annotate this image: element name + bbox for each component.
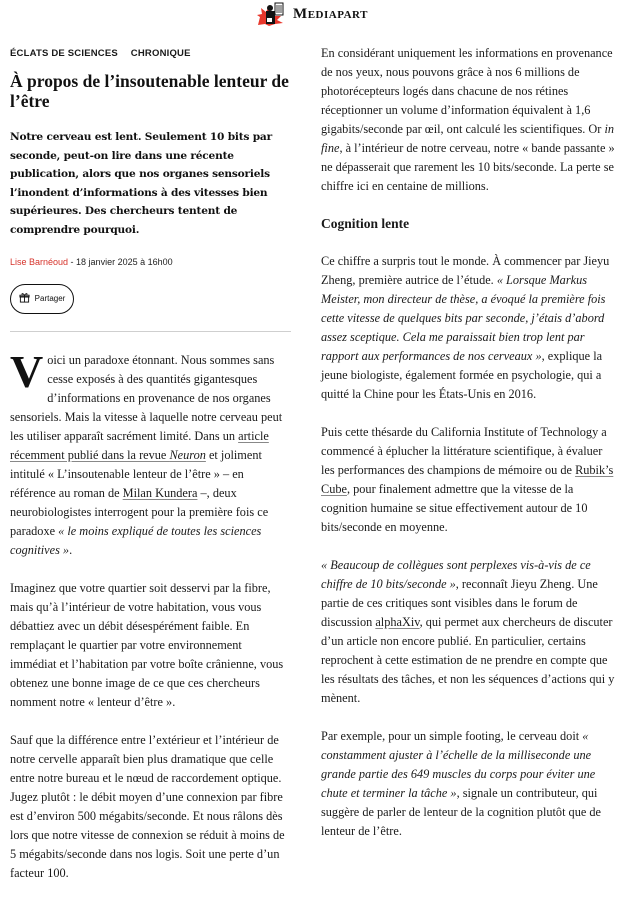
paragraph: Imaginez que votre quartier soit desservi par la fibre, mais qu’à l’intérieur de votre habitation, vous vous débattiez avec un débit désespérément faible. En remplaçant le quartier par votre environnement immédiat et l’habitation par votre boîte crânienne, vous obtenez une bonne image de ce que ces chercheurs nomment notre « lenteur d’être ». — [10, 580, 284, 709]
article-kicker — [10, 48, 290, 59]
mediapart-logo[interactable] — [257, 2, 368, 26]
publish-date: - 18 janvier 2025 à 16h00 — [68, 256, 173, 267]
drop-cap: V — [10, 345, 44, 397]
author-link[interactable]: Lise Barnéoud — [10, 256, 69, 267]
share-button[interactable] — [10, 284, 74, 314]
paragraph: En considérant uniquement les informations en provenance de nos yeux, nous pouvons grâce à nos 6 millions de photorécepteurs logés dans chacune de nos rétines réceptionner un volume d’information équivalent à 1,6 gigabits/seconde par œil, ont calculé les scientifiques. Or in fine, à l’intérieur de notre cerveau, notre « bande passante » ne dépasserait que rarement les 10 bits/seconde. La perte se chiffre ici en centaine de millions. — [321, 46, 615, 193]
mediapart-logo-icon — [257, 2, 287, 26]
byline — [10, 257, 290, 267]
share-label: Partager — [34, 294, 66, 304]
rubiks-cube-link[interactable]: Rubik’s Cube — [321, 463, 614, 496]
kicker-type[interactable]: CHRONIQUE — [130, 48, 191, 59]
paragraph: « Beaucoup de collègues sont perplexes vis-à-vis de ce chiffre de 10 bits/seconde », reconnaît Jieyu Zheng. Une partie de ces critiques sont visibles dans le forum de discussion alphaXiv, qui permet aux chercheurs de discuter d’un article non encore publié. En particulier, certains reprochent à cette estimation de ne prendre en compte que les résultats des tâches, et non les séquences d’actions qui y mènent. — [321, 558, 615, 705]
article-lede: Notre cerveau est lent. Seulement 10 bits par seconde, peut-on lire dans une récente publication, alors que nos organes sensoriels l’inondent d’informations à des vitesses bien supérieures. Des chercheurs tentent de comprendre pourquoi. — [10, 131, 272, 236]
paragraph: Puis cette thésarde du California Institute of Technology a commencé à éplucher la littérature scientifique, à évaluer les performances des champions de mémoire ou de Rubik’s Cube, pour finalement admettre que la vitesse de la cognition humaine se situe effectivement autour de 10 bits/seconde en moyenne. — [321, 425, 614, 534]
milan-kundera-link[interactable]: Milan Kundera — [122, 485, 198, 500]
left-column — [10, 40, 290, 902]
paragraph: Ce chiffre a surpris tout le monde. À commencer par Jieyu Zheng, première autrice de l’étude. « Lorsque Markus Meister, mon directeur de thèse, a évoqué la première fois cette vitesse de quelques bits par seconde, j’étais d’abord assez sceptique. Cela me paraissait bien trop lent par rapport aux performances de nos cerveaux », explique la jeune biologiste, également formée en psychologie, qui a quitté la Chine pour les États-Unis en 2016. — [321, 254, 610, 401]
section-divider — [10, 331, 291, 332]
article-title: À propos de l’insoutenable lenteur de l’être — [10, 71, 289, 111]
paragraph: Par exemple, pour un simple footing, le cerveau doit « constamment ajuster à l’échelle de la milliseconde une grande partie des 649 muscles du corps pour éviter une chute et terminer la tâche », signale un contributeur, qui suggère de parler de lenteur de la cognition plutôt que de lenteur de l’être. — [321, 729, 601, 838]
share-gift-icon — [19, 292, 30, 305]
alphaxiv-link[interactable]: alphaXiv — [375, 615, 420, 629]
paragraph: Sauf que la différence entre l’extérieur et l’intérieur de notre cervelle apparaît bien plus dramatique que celle entre notre bureau et le nœud de raccordement optique. Jugez plutôt : le débit moyen d’une connexion par fibre est d’environ 500 mégabits/seconde. Et nous râlons dès lors que notre vitesse de connexion se réduit à moins de 5 mégabits/seconde dans nos logis. Soit une perte d’un facteur 100. — [10, 732, 285, 880]
kicker-section[interactable]: ÉCLATS DE SCIENCES — [10, 48, 118, 59]
site-header — [0, 0, 625, 28]
brand-name: Mediapart — [293, 5, 368, 22]
right-column — [321, 44, 617, 860]
neuron-article-link[interactable]: article récemment publié dans la revue Neuron — [10, 428, 269, 462]
article-body-left — [10, 345, 290, 883]
section-heading: Cognition lente — [321, 216, 410, 231]
paragraph: Voici un paradoxe étonnant. Nous sommes sans cesse exposés à des quantités gigantesques d’informations en provenance de nos organes sensoriels. Mais la vitesse à laquelle notre cerveau peut les utiliser apparaît sacrément limité. Dans un article récemment publié dans la revue Neuron et joliment intitulé « L’insoutenable lenteur de l’être » – en référence au roman de Milan Kundera –, deux neurobiologistes interrogent pour la première fois ce paradoxe « le moins expliqué de toutes les sciences cognitives ». — [10, 345, 283, 557]
